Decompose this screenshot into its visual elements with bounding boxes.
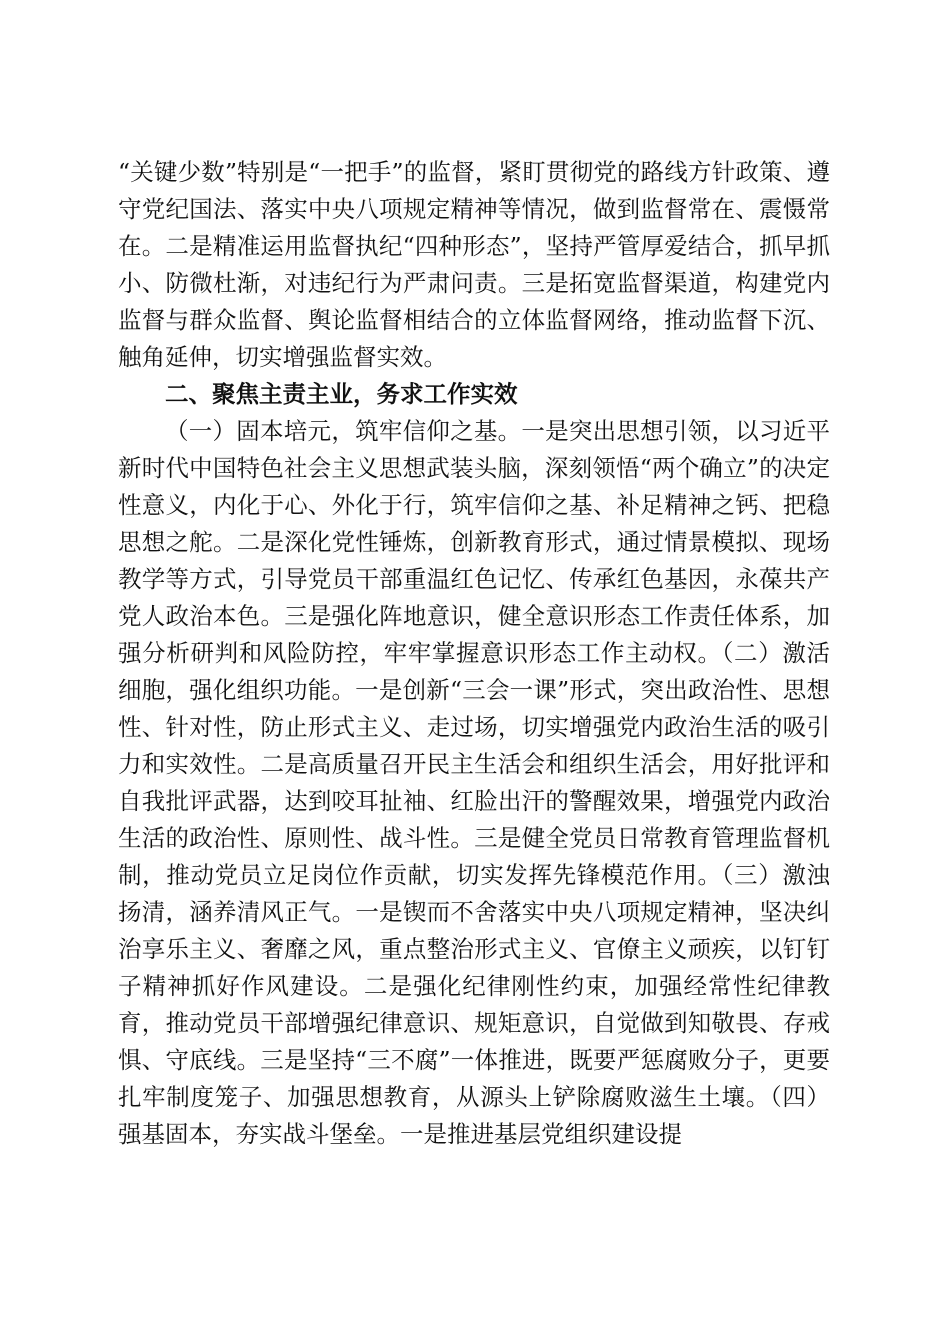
section-body-paragraph: （一）固本培元，筑牢信仰之基。一是突出思想引领，以习近平新时代中国特色社会主义思想武装头脑，深刻领悟“两个确立”的决定性意义，内化于心、外化于行，筑牢信仰之基、补足精神之钙、把稳思想之舵。二是深化党性锤炼，创新教育形式，通过情景模拟、现场教学等方式，引导党员干部重温红色记忆、传承红色基因，永葆共产党人政治本色。三是强化阵地意识，健全意识形态工作责任体系，加强分析研判和风险防控，牢牢掌握意识形态工作主动权。（二）激活细胞，强化组织功能。一是创新“三会一课”形式，突出政治性、思想性、针对性，防止形式主义、走过场，切实增强党内政治生活的吸引力和实效性。二是高质量召开民主生活会和组织生活会，用好批评和自我批评武器，达到咬耳扯袖、红脸出汗的警醒效果，增强党内政治生活的政治性、原则性、战斗性。三是健全党员日常教育管理监督机制，推动党员立足岗位作贡献，切实发挥先锋模范作用。（三）激浊扬清，涵养清风正气。一是锲而不舍落实中央八项规定精神，坚决纠治享乐主义、奢靡之风，重点整治形式主义、官僚主义顽疾，以钉钉子精神抓好作风建设。二是强化纪律刚性约束，加强经常性纪律教育，推动党员干部增强纪律意识、规矩意识，自觉做到知敬畏、存戒惧、守底线。三是坚持“三不腐”一体推进，既要严惩腐败分子，更要扎牢制度笼子、加强思想教育，从源头上铲除腐败滋生土壤。（四）强基固本，夯实战斗堡垒。一是推进基层党组织建设提 xyxy=(118,417,830,1148)
continued-paragraph: “关键少数”特别是“一把手”的监督，紧盯贯彻党的路线方针政策、遵守党纪国法、落实中央八项规定精神等情况，做到监督常在、震慑常在。二是精准运用监督执纪“四种形态”，坚持严管厚爱结合，抓早抓小、防微杜渐，对违纪行为严肃问责。三是拓宽监督渠道，构建党内监督与群众监督、舆论监督相结合的立体监督网络，推动监督下沉、触角延伸，切实增强监督实效。 xyxy=(118,158,830,371)
document-body xyxy=(118,154,830,1153)
section-heading: 二、聚焦主责主业，务求工作实效 xyxy=(165,380,518,408)
